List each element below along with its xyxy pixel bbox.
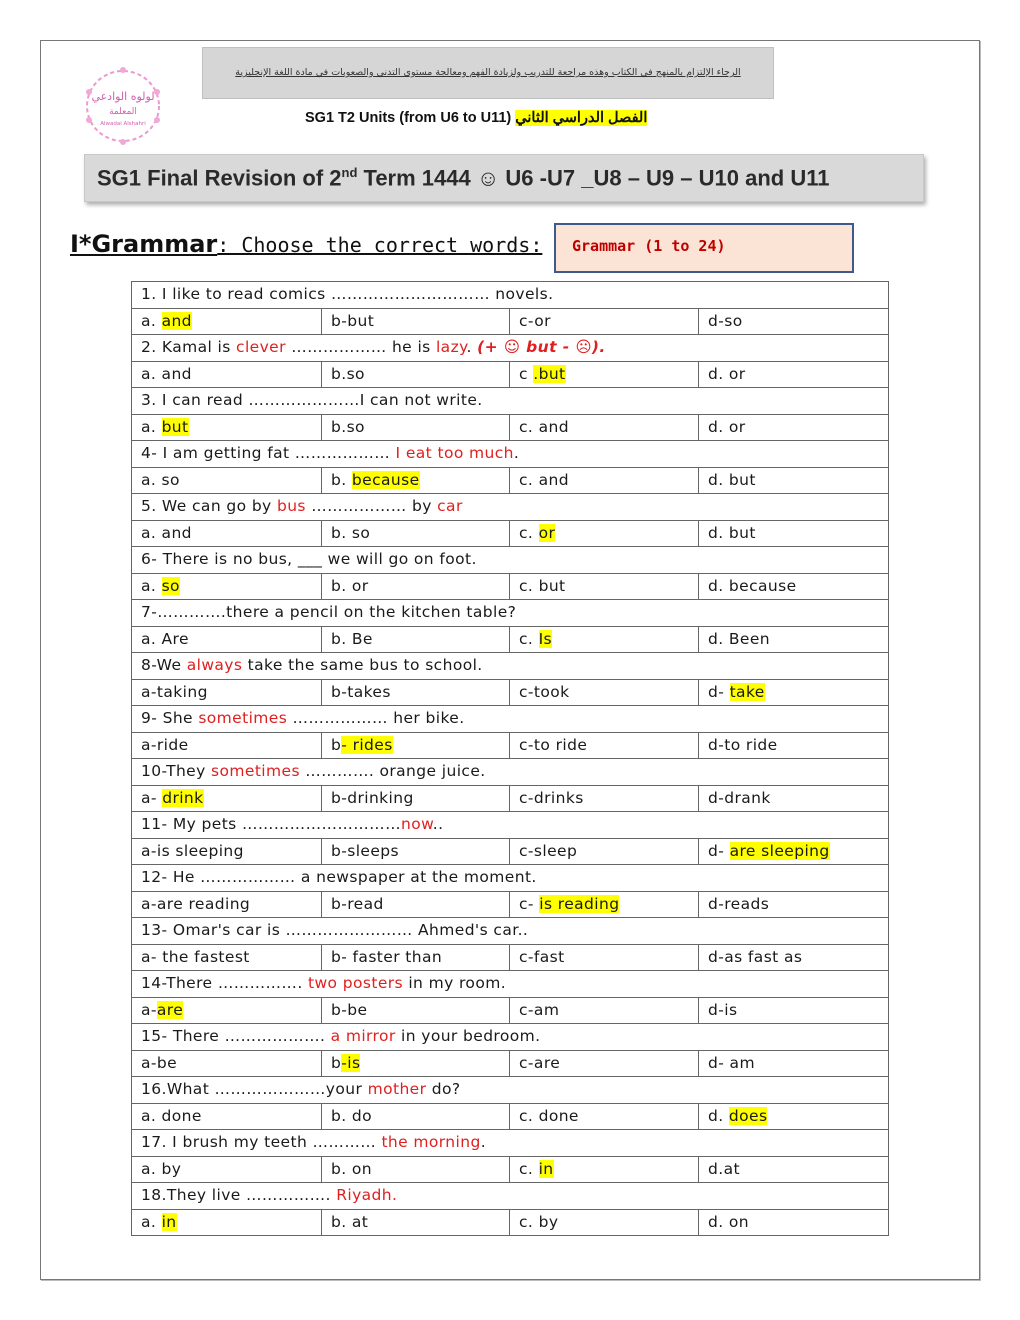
option-d bbox=[699, 944, 889, 971]
option-b bbox=[322, 414, 510, 441]
text-segment: a. Are bbox=[141, 629, 189, 648]
options-row bbox=[132, 785, 889, 812]
text-segment: c. done bbox=[519, 1106, 579, 1125]
option-d bbox=[699, 414, 889, 441]
text-segment: c. but bbox=[519, 576, 566, 595]
question-row bbox=[132, 441, 889, 468]
options-row bbox=[132, 997, 889, 1024]
option-d bbox=[699, 679, 889, 706]
text-segment: ……………… her bike. bbox=[287, 709, 465, 727]
text-segment: c-or bbox=[519, 311, 551, 330]
question-text bbox=[132, 918, 889, 945]
text-segment: c. bbox=[519, 629, 539, 648]
text-segment: c. and bbox=[519, 417, 569, 436]
red-keyword: now bbox=[400, 815, 433, 833]
text-segment: b-drinking bbox=[331, 788, 414, 807]
option-a bbox=[132, 1050, 322, 1077]
options-row bbox=[132, 573, 889, 600]
question-text bbox=[132, 1077, 889, 1104]
option-a bbox=[132, 361, 322, 388]
text-segment: a- bbox=[141, 1000, 157, 1019]
text-segment: a-are reading bbox=[141, 894, 251, 913]
highlighted-answer: take bbox=[729, 682, 765, 701]
question-row bbox=[132, 706, 889, 733]
options-row bbox=[132, 891, 889, 918]
highlighted-answer: Is bbox=[538, 629, 553, 648]
text-segment: in your bedroom. bbox=[395, 1027, 541, 1045]
text-segment: c-are bbox=[519, 1053, 561, 1072]
options-row bbox=[132, 467, 889, 494]
text-segment: 12- He ……………… a newspaper at the moment. bbox=[141, 868, 537, 886]
text-segment: 7-………….there a pencil on the kitchen table? bbox=[141, 603, 517, 621]
option-a bbox=[132, 1209, 322, 1236]
text-segment: b- faster than bbox=[331, 947, 443, 966]
text-segment: c-drinks bbox=[519, 788, 584, 807]
text-segment: d-is bbox=[708, 1000, 738, 1019]
highlighted-answer: so bbox=[161, 576, 180, 595]
text-segment: b-be bbox=[331, 1000, 368, 1019]
option-c bbox=[510, 838, 699, 865]
option-d bbox=[699, 1050, 889, 1077]
question-text bbox=[132, 547, 889, 574]
highlighted-answer: does bbox=[728, 1106, 768, 1125]
option-b bbox=[322, 785, 510, 812]
options-row bbox=[132, 1209, 889, 1236]
option-d bbox=[699, 785, 889, 812]
question-text bbox=[132, 1024, 889, 1051]
options-row bbox=[132, 944, 889, 971]
red-keyword: two posters bbox=[307, 974, 404, 992]
options-row bbox=[132, 732, 889, 759]
text-segment: b. or bbox=[331, 576, 369, 595]
text-segment: d. but bbox=[708, 470, 756, 489]
option-d bbox=[699, 520, 889, 547]
text-segment: b. so bbox=[331, 523, 371, 542]
section-instruction: : Choose the correct words: bbox=[217, 233, 543, 257]
section-title: I*Grammar bbox=[70, 230, 218, 258]
text-segment: d.at bbox=[708, 1159, 740, 1178]
option-c bbox=[510, 520, 699, 547]
option-c bbox=[510, 1050, 699, 1077]
question-text bbox=[132, 759, 889, 786]
highlighted-answer: and bbox=[161, 311, 192, 330]
text-segment: d-as fast as bbox=[708, 947, 803, 966]
text-segment: a-is sleeping bbox=[141, 841, 244, 860]
option-b bbox=[322, 573, 510, 600]
text-segment: b-sleeps bbox=[331, 841, 400, 860]
question-text bbox=[132, 812, 889, 839]
text-segment: 10-They bbox=[141, 762, 212, 780]
red-keyword: a mirror bbox=[330, 1027, 396, 1045]
option-b bbox=[322, 838, 510, 865]
option-d bbox=[699, 732, 889, 759]
section-heading bbox=[70, 230, 542, 258]
option-a bbox=[132, 679, 322, 706]
question-text bbox=[132, 282, 889, 309]
option-d bbox=[699, 997, 889, 1024]
text-segment: c-fast bbox=[519, 947, 565, 966]
question-row bbox=[132, 971, 889, 998]
option-b bbox=[322, 626, 510, 653]
red-keyword: the morning bbox=[381, 1133, 481, 1151]
question-row bbox=[132, 1077, 889, 1104]
question-text bbox=[132, 706, 889, 733]
highlighted-answer: in bbox=[538, 1159, 554, 1178]
subtitle-en: SG1 T2 Units (from U6 to U11) bbox=[305, 110, 516, 126]
page-title bbox=[97, 165, 829, 191]
question-text bbox=[132, 971, 889, 998]
text-segment: 18.They live ……………. bbox=[141, 1186, 337, 1204]
red-keyword: mother bbox=[367, 1080, 427, 1098]
options-row bbox=[132, 361, 889, 388]
question-row bbox=[132, 335, 889, 362]
text-segment: …………. orange juice. bbox=[299, 762, 486, 780]
text-segment: 14-There ……………. bbox=[141, 974, 308, 992]
text-segment: c-took bbox=[519, 682, 570, 701]
red-keyword: I eat too much bbox=[395, 444, 514, 462]
question-row bbox=[132, 1130, 889, 1157]
question-text bbox=[132, 494, 889, 521]
highlighted-answer: or bbox=[538, 523, 556, 542]
text-segment: a. and bbox=[141, 364, 192, 383]
option-d bbox=[699, 626, 889, 653]
text-segment: a. bbox=[141, 1212, 162, 1231]
option-c bbox=[510, 891, 699, 918]
options-row bbox=[132, 1050, 889, 1077]
svg-text:لولوه الوادعي: لولوه الوادعي bbox=[91, 90, 155, 103]
option-a bbox=[132, 626, 322, 653]
option-c bbox=[510, 573, 699, 600]
option-a bbox=[132, 732, 322, 759]
text-segment: a-be bbox=[141, 1053, 178, 1072]
question-row bbox=[132, 282, 889, 309]
option-d bbox=[699, 308, 889, 335]
option-d bbox=[699, 1209, 889, 1236]
text-segment: a. and bbox=[141, 523, 192, 542]
option-d bbox=[699, 467, 889, 494]
red-keyword: lazy bbox=[435, 338, 467, 356]
option-c bbox=[510, 1103, 699, 1130]
question-row bbox=[132, 1024, 889, 1051]
text-segment: b-but bbox=[331, 311, 375, 330]
options-row bbox=[132, 308, 889, 335]
text-segment: c. bbox=[519, 1159, 539, 1178]
text-segment: d. or bbox=[708, 364, 746, 383]
text-segment: 9- She bbox=[141, 709, 199, 727]
highlighted-answer: .but bbox=[533, 364, 566, 383]
text-segment: 8-We bbox=[141, 656, 187, 674]
question-row bbox=[132, 918, 889, 945]
text-segment: b-read bbox=[331, 894, 384, 913]
text-segment: c. and bbox=[519, 470, 569, 489]
text-segment: d-drank bbox=[708, 788, 771, 807]
text-segment: d. on bbox=[708, 1212, 749, 1231]
text-segment: in my room. bbox=[403, 974, 507, 992]
option-a bbox=[132, 467, 322, 494]
question-text bbox=[132, 335, 889, 362]
text-segment: b-takes bbox=[331, 682, 391, 701]
text-segment: 5. We can go by bbox=[141, 497, 277, 515]
title-main: SG1 Final Revision of 2 bbox=[97, 165, 342, 191]
option-a bbox=[132, 1156, 322, 1183]
text-segment: b. on bbox=[331, 1159, 372, 1178]
text-segment: a. bbox=[141, 576, 162, 595]
highlighted-answer: in bbox=[161, 1212, 177, 1231]
option-c bbox=[510, 785, 699, 812]
question-text bbox=[132, 1130, 889, 1157]
text-segment: c. by bbox=[519, 1212, 559, 1231]
text-segment: d- am bbox=[708, 1053, 755, 1072]
text-segment: b. at bbox=[331, 1212, 369, 1231]
options-row bbox=[132, 679, 889, 706]
red-keyword: sometimes bbox=[211, 762, 300, 780]
option-c bbox=[510, 1209, 699, 1236]
option-c bbox=[510, 679, 699, 706]
text-segment: b. do bbox=[331, 1106, 373, 1125]
option-a bbox=[132, 838, 322, 865]
text-segment: 4- I am getting fat ……………… bbox=[141, 444, 396, 462]
option-a bbox=[132, 997, 322, 1024]
question-text bbox=[132, 388, 889, 415]
option-b bbox=[322, 891, 510, 918]
option-d bbox=[699, 1156, 889, 1183]
text-segment: b. Be bbox=[331, 629, 373, 648]
svg-text:المعلمة: المعلمة bbox=[109, 107, 137, 117]
highlighted-answer: drink bbox=[162, 788, 204, 807]
red-keyword: always bbox=[186, 656, 243, 674]
text-segment: a. done bbox=[141, 1106, 202, 1125]
text-segment: 11- My pets ………………………… bbox=[141, 815, 401, 833]
red-keyword: sometimes bbox=[198, 709, 288, 727]
highlighted-answer: are sleeping bbox=[729, 841, 830, 860]
option-d bbox=[699, 573, 889, 600]
option-a bbox=[132, 785, 322, 812]
text-segment: 13- Omar's car is …………………… Ahmed's car.. bbox=[141, 921, 529, 939]
text-segment: 17. I brush my teeth ………… bbox=[141, 1133, 382, 1151]
text-segment: a. bbox=[141, 311, 162, 330]
text-segment: 2. Kamal is bbox=[141, 338, 237, 356]
arabic-notice: الرجاء الإلتزام بالمنهج في الكتاب وهذه مراجعة للتدريب ولزيادة الفهم ومعالجة مستوى التدني والصعوبات في مادة اللغة الإنجليزية bbox=[202, 47, 774, 99]
question-text bbox=[132, 441, 889, 468]
red-hint: (+ ☺ but - ☹). bbox=[477, 338, 606, 356]
highlighted-answer: -is bbox=[341, 1053, 361, 1072]
text-segment: b bbox=[331, 1053, 342, 1072]
highlighted-answer: is reading bbox=[539, 894, 620, 913]
question-row bbox=[132, 1183, 889, 1210]
option-c bbox=[510, 467, 699, 494]
text-segment: d-reads bbox=[708, 894, 770, 913]
title-rest: Term 1444 ☺ U6 -U7 _U8 – U9 – U10 and U11 bbox=[357, 165, 830, 191]
options-row bbox=[132, 414, 889, 441]
option-d bbox=[699, 361, 889, 388]
text-segment: . bbox=[466, 338, 478, 356]
highlighted-answer: but bbox=[161, 417, 189, 436]
grammar-badge-label: Grammar (1 to 24) bbox=[572, 237, 726, 255]
question-text bbox=[132, 865, 889, 892]
question-row bbox=[132, 812, 889, 839]
text-segment: 1. I like to read comics ………………………… novels. bbox=[141, 285, 554, 303]
option-c bbox=[510, 308, 699, 335]
option-b bbox=[322, 997, 510, 1024]
subtitle-ar: الفصل الدراسي الثاني bbox=[515, 110, 648, 126]
option-b bbox=[322, 944, 510, 971]
options-row bbox=[132, 838, 889, 865]
text-segment: d. but bbox=[708, 523, 756, 542]
highlighted-answer: are bbox=[156, 1000, 184, 1019]
text-segment: take the same bus to school. bbox=[242, 656, 483, 674]
text-segment: d- bbox=[708, 682, 730, 701]
red-keyword: bus bbox=[276, 497, 306, 515]
highlighted-answer: - rides bbox=[341, 735, 393, 754]
option-a bbox=[132, 1103, 322, 1130]
question-text bbox=[132, 1183, 889, 1210]
text-segment: a. so bbox=[141, 470, 180, 489]
text-segment: c. bbox=[519, 523, 539, 542]
text-segment: . bbox=[513, 444, 520, 462]
question-row bbox=[132, 600, 889, 627]
option-c bbox=[510, 944, 699, 971]
text-segment: b bbox=[331, 735, 342, 754]
options-row bbox=[132, 626, 889, 653]
option-b bbox=[322, 1050, 510, 1077]
option-d bbox=[699, 838, 889, 865]
text-segment: .. bbox=[432, 815, 444, 833]
text-segment: c-to ride bbox=[519, 735, 588, 754]
text-segment: ……………… he is bbox=[285, 338, 436, 356]
option-d bbox=[699, 1103, 889, 1130]
text-segment: d. bbox=[708, 1106, 729, 1125]
option-a bbox=[132, 573, 322, 600]
text-segment: d. because bbox=[708, 576, 797, 595]
text-segment: b. bbox=[331, 470, 352, 489]
options-row bbox=[132, 1103, 889, 1130]
question-row bbox=[132, 653, 889, 680]
text-segment: a-taking bbox=[141, 682, 208, 701]
text-segment: b.so bbox=[331, 364, 365, 383]
text-segment: a- bbox=[141, 788, 163, 807]
red-keyword: Riyadh. bbox=[336, 1186, 398, 1204]
question-text bbox=[132, 600, 889, 627]
text-segment: d. Been bbox=[708, 629, 771, 648]
text-segment: do? bbox=[426, 1080, 461, 1098]
option-b bbox=[322, 361, 510, 388]
text-segment: ……………… by bbox=[305, 497, 438, 515]
text-segment: 6- There is no bus, ___ we will go on foot. bbox=[141, 550, 477, 568]
options-row bbox=[132, 520, 889, 547]
text-segment: a- the fastest bbox=[141, 947, 250, 966]
option-c bbox=[510, 1156, 699, 1183]
option-a bbox=[132, 944, 322, 971]
text-segment: 16.What …………………your bbox=[141, 1080, 368, 1098]
highlighted-answer: because bbox=[351, 470, 420, 489]
question-row bbox=[132, 494, 889, 521]
option-b bbox=[322, 679, 510, 706]
option-b bbox=[322, 1156, 510, 1183]
text-segment: c-sleep bbox=[519, 841, 578, 860]
option-a bbox=[132, 891, 322, 918]
option-a bbox=[132, 414, 322, 441]
option-b bbox=[322, 308, 510, 335]
question-row bbox=[132, 865, 889, 892]
option-d bbox=[699, 891, 889, 918]
option-c bbox=[510, 626, 699, 653]
option-b bbox=[322, 1103, 510, 1130]
svg-text:Alwadai Alshahri: Alwadai Alshahri bbox=[100, 121, 146, 127]
text-segment: b.so bbox=[331, 417, 365, 436]
option-b bbox=[322, 1209, 510, 1236]
option-a bbox=[132, 520, 322, 547]
text-segment: d- bbox=[708, 841, 730, 860]
text-segment: a. by bbox=[141, 1159, 182, 1178]
red-keyword: clever bbox=[236, 338, 286, 356]
red-keyword: car bbox=[437, 497, 463, 515]
text-segment: c bbox=[519, 364, 534, 383]
text-segment: d-to ride bbox=[708, 735, 778, 754]
title-banner bbox=[84, 154, 924, 202]
question-row bbox=[132, 547, 889, 574]
questions-table bbox=[131, 281, 889, 1236]
text-segment: a-ride bbox=[141, 735, 189, 754]
title-ordinal: nd bbox=[341, 165, 358, 180]
text-segment: a. bbox=[141, 417, 162, 436]
option-b bbox=[322, 520, 510, 547]
teacher-logo bbox=[78, 62, 168, 148]
question-text bbox=[132, 653, 889, 680]
option-c bbox=[510, 361, 699, 388]
option-c bbox=[510, 414, 699, 441]
text-segment: d. or bbox=[708, 417, 746, 436]
grammar-badge bbox=[554, 223, 854, 273]
text-segment: . bbox=[480, 1133, 487, 1151]
option-a bbox=[132, 308, 322, 335]
question-row bbox=[132, 759, 889, 786]
option-c bbox=[510, 732, 699, 759]
text-segment: d-so bbox=[708, 311, 743, 330]
units-subtitle bbox=[305, 110, 715, 132]
options-row bbox=[132, 1156, 889, 1183]
text-segment: c- bbox=[519, 894, 540, 913]
text-segment: c-am bbox=[519, 1000, 560, 1019]
question-row bbox=[132, 388, 889, 415]
text-segment: 15- There ………………. bbox=[141, 1027, 331, 1045]
text-segment: 3. I can read …………………I can not write. bbox=[141, 391, 483, 409]
option-b bbox=[322, 467, 510, 494]
option-c bbox=[510, 997, 699, 1024]
option-b bbox=[322, 732, 510, 759]
